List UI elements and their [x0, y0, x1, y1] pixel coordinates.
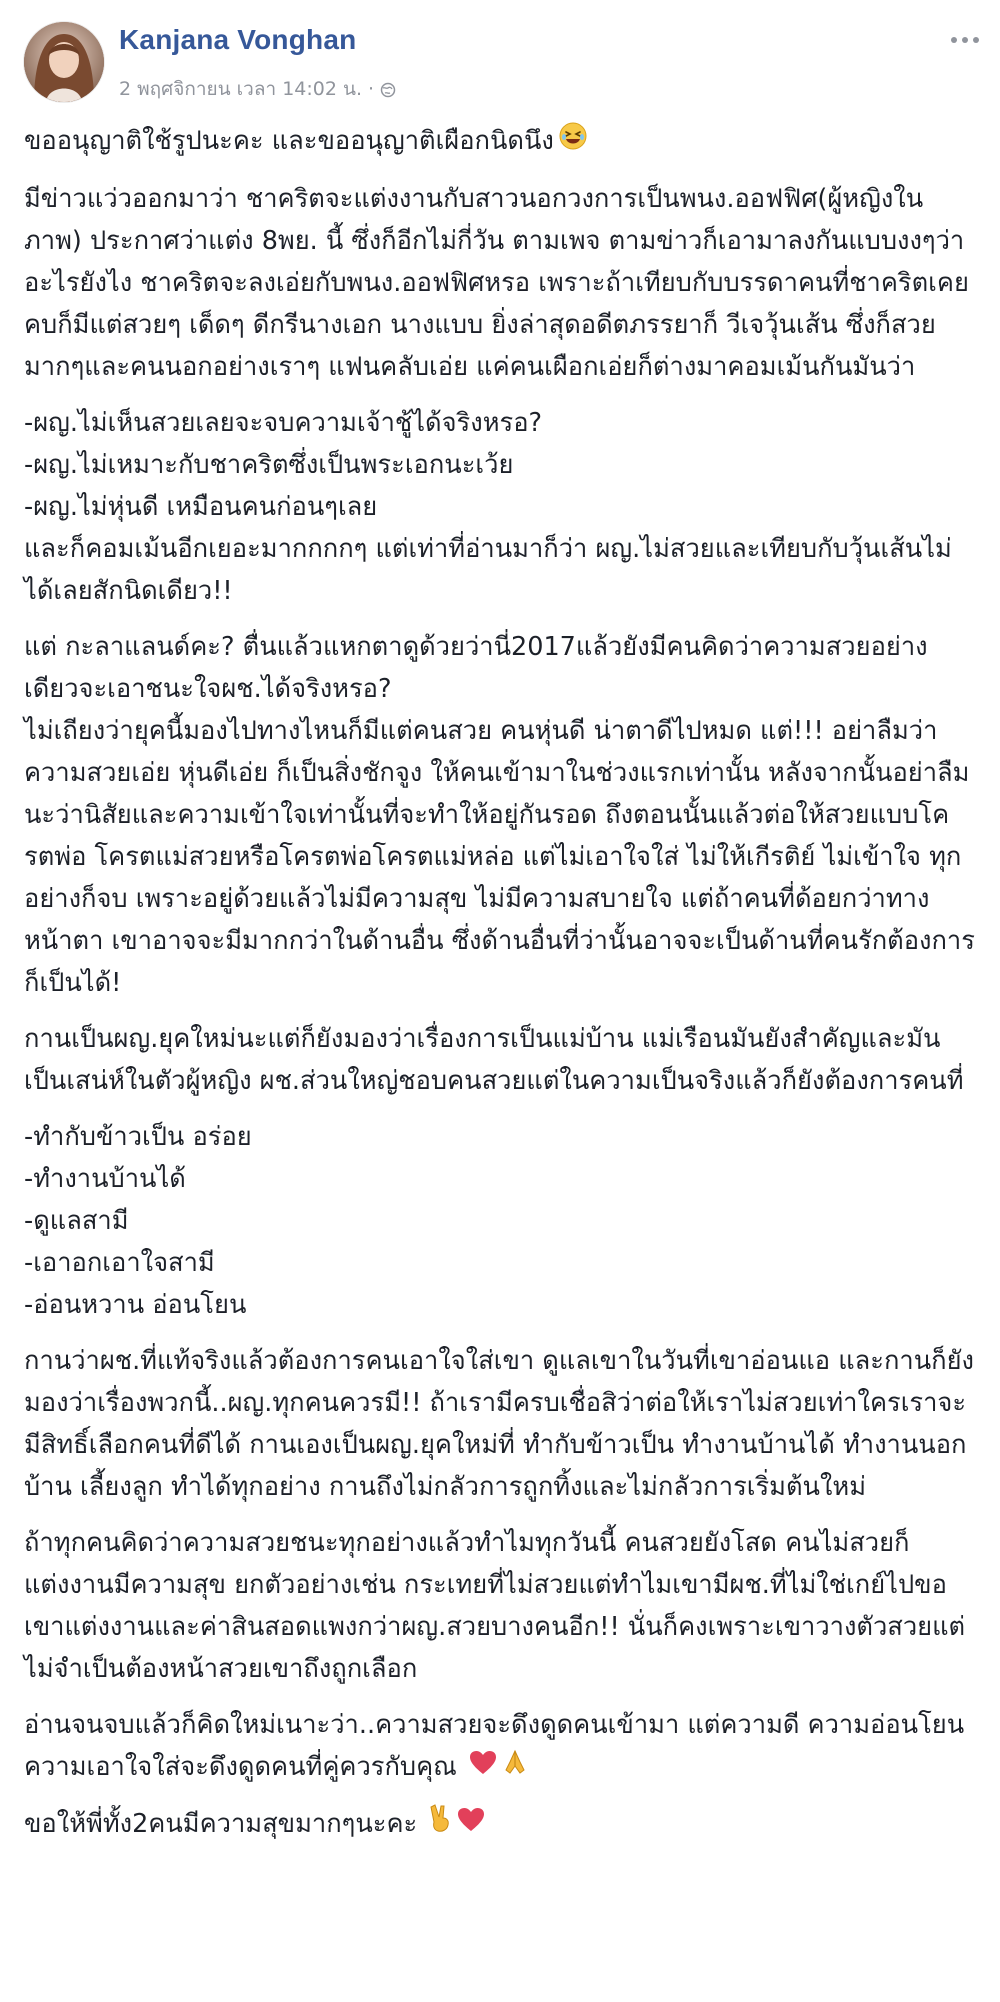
globe-icon[interactable] — [380, 81, 396, 97]
paragraph-text: ขออนุญาติใช้รูปนะคะ และขออนุญาติเผือกนิดนึง — [24, 126, 554, 156]
post-paragraph: ถ้าทุกคนคิดว่าความสวยชนะทุกอย่างแล้วทำไมทุกวันนี้ คนสวยยังโสด คนไม่สวยก็แต่งงานมีความสุข ยกตัวอย่างเช่น กระเทยที่ไม่สวยแต่ทำไมเขามีผช.ที่ไม่ใช่เกย์ไปขอเขาแต่งงานและค่าสินสอดแพงกว่าผญ.สวยบางคนอีก!! นั่นก็คงเพราะเขาวางตัวสวยแต่ไม่จำเป็นต้องหน้าสวยเขาถึงถูกเลือก — [24, 1527, 966, 1684]
paragraph-text: ขอให้พี่ทั้ง2คนมีความสุขมากๆนะคะ — [24, 1808, 418, 1839]
author-name[interactable]: Kanjana Vonghan — [119, 24, 357, 55]
post-paragraph — [24, 1803, 978, 1847]
post-body — [24, 120, 978, 1860]
post-timestamp[interactable]: 2 พฤศจิกายน เวลา 14:02 น. — [119, 78, 363, 100]
post-paragraph: มีข่าวแว่วออกมาว่า ชาคริตจะแต่งงานกับสาวนอกวงการเป็นพนง.ออฟฟิศ(ผู้หญิงในภาพ) ประกาศว่าแต่ง 8พย. นี้ ซึ่งก็อีกไม่กี่วัน ตามเพจ ตามข่าวก็เอามาลงกันแบบงงๆว่า อะไรยังไง ชาคริตจะลงเอ่ยกับพนง.ออฟฟิศหรอ เพราะถ้าเทียบกับบรรดาคนที่ชาคริตเคยคบก็มีแต่สวยๆ เด็ดๆ ดีกรีนางเอก นางแบบ ยิ่งล่าสุดอดีตภรรยาก็ วีเจวุ้นเส้น ซึ่งก็สวยมากๆและคนนอกอย่างเราๆ แฟนคลับเอ่ย แค่คนเผือกเอ่ยก็ต่างมาคอมเม้นกันมันว่า — [24, 183, 973, 382]
folded-hands-icon — [501, 1747, 529, 1789]
heart-icon — [457, 1804, 485, 1846]
separator-dot: · — [368, 78, 375, 100]
avatar-photo — [24, 22, 104, 102]
heart-icon — [469, 1747, 497, 1789]
post-paragraph: กานว่าผช.ที่แท้จริงแล้วต้องการคนเอาใจใส่เขา ดูแลเขาในวันที่เขาอ่อนแอ และกานก็ยังมองว่าเรื่องพวกนี้..ผญ.ทุกคนควรมี!! ถ้าเรามีครบเชื่อสิว่าต่อให้เราไม่สวยเท่าใครเราจะมีสิทธิ์เลือกคนที่ดีได้ กานเองเป็นผญ.ยุคใหม่ที่ ทำกับข้าวเป็น ทำงานบ้านได้ ทำงานนอกบ้าน เลี้ยงลูก ทำได้ทุกอย่าง กานถึงไม่กลัวการถูกทิ้งและไม่กลัวการเริ่มต้นใหม่ — [24, 1345, 974, 1502]
post-paragraph: กานเป็นผญ.ยุคใหม่นะแต่ก็ยังมองว่าเรื่องการเป็นแม่บ้าน แม่เรือนมันยังสำคัญและมันเป็นเสน่ห์ในตัวผู้หญิง ผช.ส่วนใหญ่ชอบคนสวยแต่ในความเป็นจริงแล้วก็ยังต้องการคนที่ — [24, 1023, 964, 1096]
post-paragraph — [24, 120, 978, 164]
post-paragraph: -ผญ.ไม่เห็นสวยเลยจะจบความเจ้าชู้ได้จริงหรอ? -ผญ.ไม่เหมาะกับชาคริตซึ่งเป็นพระเอกนะเว้ย -ผญ.ไม่หุ่นดี เหมือนคนก่อนๆเลย และก็คอมเม้นอีกเยอะมากกกกๆ แต่เท่าที่อ่านมาก็ว่า ผญ.ไม่สวยและเทียบกับวุ้นเส้นไม่ได้เลยสักนิดเดียว!! — [24, 407, 952, 606]
victory-hand-icon — [429, 1803, 453, 1846]
post-meta — [119, 74, 396, 104]
more-options-icon[interactable] — [948, 30, 982, 50]
paragraph-text: อ่านจนจบแล้วก็คิดใหม่เนาะว่า..ความสวยจะดึงดูดคนเข้ามา แต่ความดี ความอ่อนโยน ความเอาใจใส่จะดึงดูดคนที่คู่ควรกับคุณ — [24, 1709, 973, 1782]
avatar[interactable] — [24, 22, 104, 102]
post-paragraph: -ทำกับข้าวเป็น อร่อย -ทำงานบ้านได้ -ดูแลสามี -เอาอกเอาใจสามี -อ่อนหวาน อ่อนโยน — [24, 1121, 252, 1320]
post-paragraph — [24, 1704, 978, 1789]
post-header — [24, 22, 982, 106]
laughing-emoji-icon — [558, 121, 588, 164]
post-paragraph: แต่ กะลาแลนด์คะ? ตื่นแล้วแหกตาดูด้วยว่านี่2017แล้วยังมีคนคิดว่าความสวยอย่างเดียวจะเอาชนะใจผช.ได้จริงหรอ? ไม่เถียงว่ายุคนี้มองไปทางไหนก็มีแต่คนสวย คนหุ่นดี น่าตาดีไปหมด แต่!!! อย่าลืมว่าความสวยเอ่ย หุ่นดีเอ่ย ก็เป็นสิ่งชักจูง ให้คนเข้ามาในช่วงแรกเท่านั้น หลังจากนั้นอย่าลืมนะว่านิสัยและความเข้าใจเท่านั้นที่จะทำให้อยู่กันรอด ถึงตอนนั้นแล้วต่อให้สวยแบบโครตพ่อ โครตแม่สวยหรือโครตพ่อโครตแม่หล่อ แต่ไม่เอาใจใส่ ไม่ให้เกีรติย์ ไม่เข้าใจ ทุกอย่างก็จบ เพราะอยู่ด้วยแล้วไม่มีความสุข ไม่มีความสบายใจ แต่ถ้าคนที่ด้อยกว่าทางหน้าตา เขาอาจจะมีมากกว่าในด้านอื่น ซึ่งด้านอื่นที่ว่านั้นอาจจะเป็นด้านที่คนรักต้องการก็เป็นได้! — [24, 631, 975, 998]
